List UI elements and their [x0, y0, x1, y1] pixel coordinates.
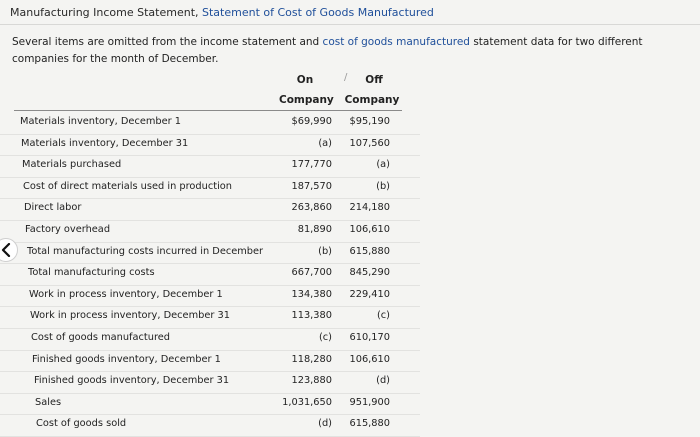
column-header-on-line1: On: [296, 74, 314, 86]
intro-part1: Several items are omitted from the income statement and: [12, 36, 323, 48]
title-separator: ,: [195, 6, 203, 19]
on-company-value: (d): [318, 418, 332, 430]
table-row: [0, 113, 420, 135]
row-label: Cost of goods manufactured: [31, 331, 171, 343]
on-company-value: 667,700: [291, 267, 332, 279]
off-company-value: 951,900: [349, 396, 390, 408]
table-row: [0, 329, 420, 351]
row-label: Sales: [35, 396, 62, 408]
row-label: Materials purchased: [22, 159, 122, 171]
off-company-value: 615,880: [349, 245, 390, 257]
table-row: [0, 178, 420, 200]
row-label: Cost of direct materials used in production: [23, 180, 233, 192]
off-company-value: (d): [376, 375, 390, 387]
row-label: Factory overhead: [25, 223, 111, 235]
on-company-value: 123,880: [291, 375, 332, 387]
table-row: [0, 415, 420, 437]
off-company-value: $95,190: [349, 116, 390, 127]
on-company-value: $69,990: [291, 116, 332, 127]
table-row: [0, 243, 420, 265]
page-title: [10, 6, 434, 19]
table-row: [0, 199, 420, 221]
on-company-value: 118,280: [291, 353, 332, 365]
title-divider: [0, 24, 700, 25]
header-rule: [14, 110, 402, 111]
off-company-value: (a): [376, 159, 390, 171]
on-company-value: (a): [318, 137, 332, 149]
off-company-value: 214,180: [349, 202, 390, 214]
row-label: Materials inventory, December 1: [20, 116, 182, 127]
on-company-value: 134,380: [291, 288, 332, 300]
off-company-value: (b): [376, 180, 390, 192]
off-company-value: 229,410: [349, 288, 390, 300]
row-label: Work in process inventory, December 31: [30, 310, 230, 322]
on-company-value: 81,890: [297, 223, 332, 235]
table-row: [0, 135, 420, 157]
off-company-value: 106,610: [349, 223, 390, 235]
row-label: Total manufacturing costs: [28, 267, 155, 279]
column-header-off-line2: Company: [344, 94, 400, 106]
title-link[interactable]: Statement of Cost of Goods Manufactured: [202, 6, 434, 19]
off-company-value: 845,290: [349, 267, 390, 279]
off-company-value: 615,880: [349, 418, 390, 430]
table-row: [0, 372, 420, 394]
column-header-off-line1: Off: [365, 74, 383, 86]
off-company-value: 106,610: [349, 353, 390, 365]
table-row: [0, 264, 420, 286]
data-table: [0, 113, 420, 437]
intro-text: [12, 34, 672, 68]
on-company-value: (b): [318, 245, 332, 257]
row-label: Finished goods inventory, December 1: [32, 353, 221, 365]
on-company-value: 113,380: [291, 310, 332, 322]
table-row: [0, 307, 420, 329]
off-company-value: 107,560: [349, 137, 390, 149]
intro-link[interactable]: cost of goods manufactured: [322, 36, 470, 48]
table-row: [0, 351, 420, 373]
column-header-on-line2: Company: [279, 94, 334, 106]
off-company-value: 610,170: [349, 331, 390, 343]
on-company-value: 1,031,650: [282, 396, 332, 408]
row-label: Cost of goods sold: [36, 418, 127, 430]
on-company-value: (c): [318, 331, 332, 343]
on-company-value: 263,860: [291, 202, 332, 214]
table-row: [0, 394, 420, 416]
on-company-value: 177,770: [291, 159, 332, 171]
row-label: Finished goods inventory, December 31: [34, 375, 230, 387]
title-main: Manufacturing Income Statement: [10, 6, 196, 19]
row-label: Work in process inventory, December 1: [29, 288, 223, 300]
table-row: [0, 156, 420, 178]
on-company-value: 187,570: [291, 180, 332, 192]
table-row: [0, 286, 420, 308]
row-label: Direct labor: [24, 202, 82, 214]
off-company-value: (c): [376, 310, 390, 322]
table-row: [0, 221, 420, 243]
tick-mark: /: [344, 72, 348, 83]
row-label: Materials inventory, December 31: [21, 137, 189, 149]
intro-part2: statement data for two different companies for the month of December.: [12, 36, 643, 65]
row-label: Total manufacturing costs incurred in December: [27, 245, 264, 257]
chevron-left-icon: [0, 243, 12, 257]
